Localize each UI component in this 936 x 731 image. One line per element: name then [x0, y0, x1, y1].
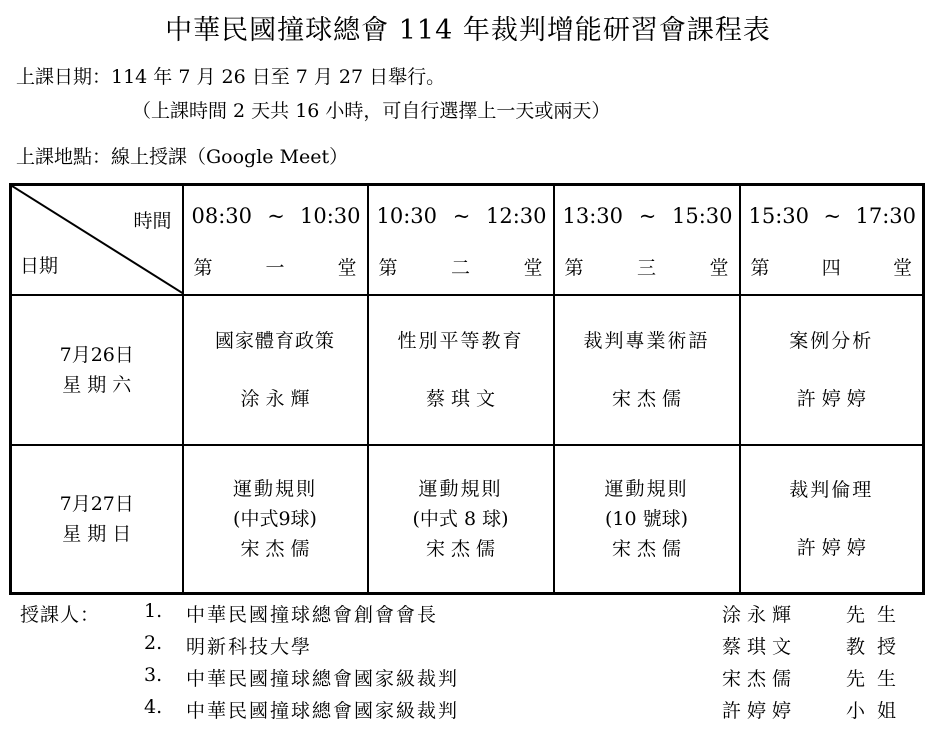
teacher-name: 許 婷 婷	[796, 388, 866, 410]
period-header-1	[183, 185, 368, 296]
session-cell	[554, 445, 740, 594]
teacher-name: 蔡 琪 文	[425, 388, 496, 410]
session-cell	[368, 445, 554, 594]
course-title: 性別平等教育	[397, 330, 524, 352]
item-number: 1.	[144, 600, 163, 622]
instructor-label: 授課人：	[20, 604, 101, 626]
day-weekday: 星 期 日	[62, 523, 132, 545]
session-cell	[740, 445, 924, 594]
table-row	[11, 445, 924, 594]
day-weekday: 星 期 六	[62, 374, 132, 396]
day-cell	[11, 445, 183, 594]
period-time: 08:30 ~ 10:30	[191, 204, 361, 228]
instructor-title: 教授	[846, 636, 909, 658]
period-time: 10:30 ~ 12:30	[376, 204, 547, 228]
session-cell	[554, 295, 740, 445]
session-cell	[368, 295, 554, 445]
document-title: 中華民國撞球總會 114 年裁判增能研習會課程表	[165, 15, 771, 46]
day-date: 7月27日	[59, 493, 134, 515]
course-title: 運動規則	[604, 478, 689, 500]
class-location: 上課地點：線上授課（Google Meet）	[16, 146, 349, 168]
class-dates: 上課日期：114 年 7 月 26 日至 7 月 27 日舉行。	[16, 66, 446, 88]
instructor-org: 中華民國撞球總會創會會長	[186, 604, 439, 626]
course-title: 裁判倫理	[789, 479, 874, 501]
teacher-name: 宋 杰 儒	[240, 538, 310, 560]
course-title: 運動規則	[418, 478, 503, 500]
instructor-name: 許婷婷	[722, 700, 798, 722]
list-item	[0, 664, 936, 694]
instructor-org: 中華民國撞球總會國家級裁判	[186, 668, 460, 690]
teacher-name: 宋 杰 儒	[425, 538, 496, 560]
instructor-title: 先生	[846, 668, 909, 690]
period-header-3	[554, 185, 740, 296]
list-item	[0, 696, 936, 726]
teacher-name: 宋 杰 儒	[611, 388, 682, 410]
course-subtitle: (中式9球)	[233, 508, 317, 530]
item-number: 2.	[144, 632, 163, 654]
course-title: 國家體育政策	[214, 330, 335, 352]
course-title: 案例分析	[789, 330, 874, 352]
list-item	[0, 600, 936, 630]
period-time: 13:30 ~ 15:30	[562, 204, 733, 228]
instructor-name: 宋杰儒	[722, 668, 798, 690]
schedule-table	[9, 183, 925, 595]
instructor-org: 明新科技大學	[186, 636, 313, 658]
corner-time-label: 時間	[133, 210, 172, 232]
instructor-title: 小姐	[846, 700, 909, 722]
corner-cell	[11, 185, 183, 296]
teacher-name: 許 婷 婷	[796, 537, 866, 559]
course-title: 運動規則	[232, 478, 317, 500]
class-hours-note: （上課時間 2 天共 16 小時，可自行選擇上一天或兩天）	[132, 100, 611, 122]
teacher-name: 宋 杰 儒	[611, 538, 682, 560]
session-cell	[183, 295, 368, 445]
course-title: 裁判專業術語	[583, 330, 710, 352]
course-subtitle: (中式 8 球)	[412, 508, 509, 530]
period-label: 第 四 堂	[750, 257, 912, 279]
instructor-name: 蔡琪文	[722, 636, 798, 658]
session-cell	[183, 445, 368, 594]
instructor-name: 涂永輝	[722, 604, 798, 626]
day-cell	[11, 295, 183, 445]
header-row	[11, 185, 924, 296]
corner-date-label: 日期	[20, 255, 59, 277]
item-number: 3.	[144, 664, 163, 686]
item-number: 4.	[144, 696, 163, 718]
teacher-name: 涂 永 輝	[240, 388, 310, 410]
list-item	[0, 632, 936, 662]
instructor-title: 先生	[846, 604, 909, 626]
period-label: 第 二 堂	[378, 257, 543, 279]
instructor-org: 中華民國撞球總會國家級裁判	[186, 700, 460, 722]
session-cell	[740, 295, 924, 445]
period-label: 第 三 堂	[564, 257, 729, 279]
table-row	[11, 295, 924, 445]
period-time: 15:30 ~ 17:30	[748, 204, 916, 228]
day-date: 7月26日	[59, 344, 134, 366]
period-label: 第 一 堂	[193, 257, 357, 279]
period-header-2	[368, 185, 554, 296]
period-header-4	[740, 185, 924, 296]
course-subtitle: (10 號球)	[604, 508, 689, 530]
